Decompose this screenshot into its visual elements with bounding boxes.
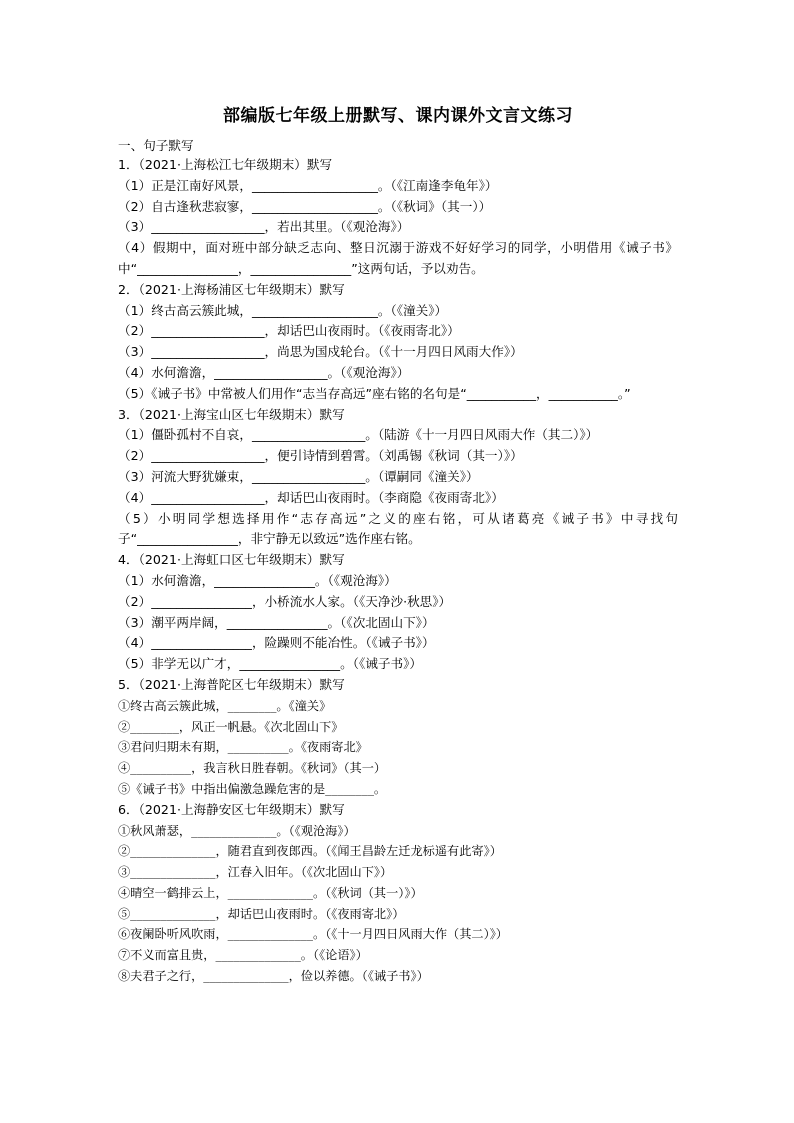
question-5-item-3: ③君问归期未有期，__________。《夜雨寄北》 [118,740,368,755]
question-4-item-5: （5）非学无以广才，________________。（《诫子书》） [118,656,422,672]
question-2-item-2: （2）__________________，却话巴山夜雨时。（《夜雨寄北》） [118,323,460,339]
question-2-item-5: （5）《诫子书》中常被人们用作“志当存高远”座右铭的名句是“___________，___________。” [118,385,631,401]
question-1-header: 1．（2021·上海松江七年级期末）默写 [118,157,333,172]
question-1-item-2: （2）自古逢秋悲寂寥，____________________。（《秋词》（其一）） [118,198,492,214]
question-6-header: 6．（2021·上海静安区七年级期末）默写 [118,801,345,817]
question-1-item-1: （1）正是江南好风景，____________________。（《江南逢李龟年》） [118,177,498,193]
question-4-item-1: （1）水何澹澹，________________。（《观沧海》） [118,572,397,588]
question-6-item-8: ⑧夫君子之行，______________，俭以养德。（《诫子书》） [118,969,429,984]
question-2-item-1: （1）终古高云簇此城，____________________。（《潼关》） [118,302,448,318]
question-6-item-6: ⑥夜阑卧听风吹雨，______________。（《十一月四日风雨大作（其二）》） [118,927,508,942]
question-5-item-4: ④__________，我言秋日胜春朝。《秋词》（其一） [118,761,387,776]
document-page [118,104,678,987]
question-2-item-4: （4）水何澹澹，__________________。（《观沧海》） [118,364,410,380]
question-5-item-1: ①终古高云簇此城，________。《潼关》 [118,698,332,713]
question-6-item-1: ①秋风萧瑟，______________。（《观沧海》） [118,823,356,838]
section-heading: 一、句子默写 [118,138,194,153]
question-1-item-4: （4）假期中，面对班中部分缺乏志向、整日沉溺于游戏不好好学习的同学，小明借用《诫子书》中“________________，________________”这两句话，予以劝告。 [118,240,678,276]
question-5-item-2: ②________，风正一帆悬。《次北固山下》 [118,719,344,734]
question-5-header: 5．（2021·上海普陀区七年级期末）默写 [118,676,345,692]
question-4-item-2: （2）________________，小桥流水人家。（《天净沙·秋思》） [118,593,452,609]
question-5-item-5: ⑤《诫子书》中指出偏激急躁危害的是________。 [118,781,387,796]
question-3-item-2: （2）__________________，便引诗情到碧霄。（刘禹锡《秋词（其一）》） [118,448,523,464]
question-2-header: 2．（2021·上海杨浦区七年级期末）默写 [118,281,345,297]
question-6-item-2: ②______________，随君直到夜郎西。（《闻王昌龄左迁龙标遥有此寄》） [118,844,502,859]
question-3-header: 3．（2021·上海宝山区七年级期末）默写 [118,406,345,422]
page-title: 部编版七年级上册默写、课内课外文言文练习 [223,106,573,126]
question-3-item-3: （3）河流大野犹嫌束，__________________。（谭嗣同《潼关》） [118,468,479,484]
question-6-item-5: ⑤______________，却话巴山夜雨时。（《夜雨寄北》） [118,906,405,921]
question-1-item-3: （3）__________________，若出其里。（《观沧海》） [118,219,410,235]
question-4-item-3: （3）潮平两岸阔，________________。（《次北固山下》） [118,614,435,630]
question-3-item-4: （4）__________________，却话巴山夜雨时。（李商隐《夜雨寄北》） [118,489,504,505]
question-3-item-5: （5）小明同学想选择用作“志存高远”之义的座右铭，可从诸葛亮《诫子书》中寻找句子“________________，非宁静无以致远”选作座右铭。 [118,510,678,547]
question-6-item-7: ⑦不义而富且贵，______________。（《论语》） [118,948,368,963]
question-4-header: 4．（2021·上海虹口区七年级期末）默写 [118,552,345,568]
question-4-item-4: （4）________________，险躁则不能冶性。（《诫子书》） [118,635,435,651]
question-2-item-3: （3）__________________，尚思为国戍轮台。（《十一月四日风雨大作》） [118,344,523,360]
question-6-item-4: ④晴空一鹤排云上，______________。（《秋词（其一）》） [118,885,423,900]
question-3-item-1: （1）僵卧孤村不自哀，__________________。（陆游《十一月四日风雨大作（其二）》） [118,427,599,443]
question-6-item-3: ③______________，江春入旧年。（《次北固山下》） [118,865,393,880]
